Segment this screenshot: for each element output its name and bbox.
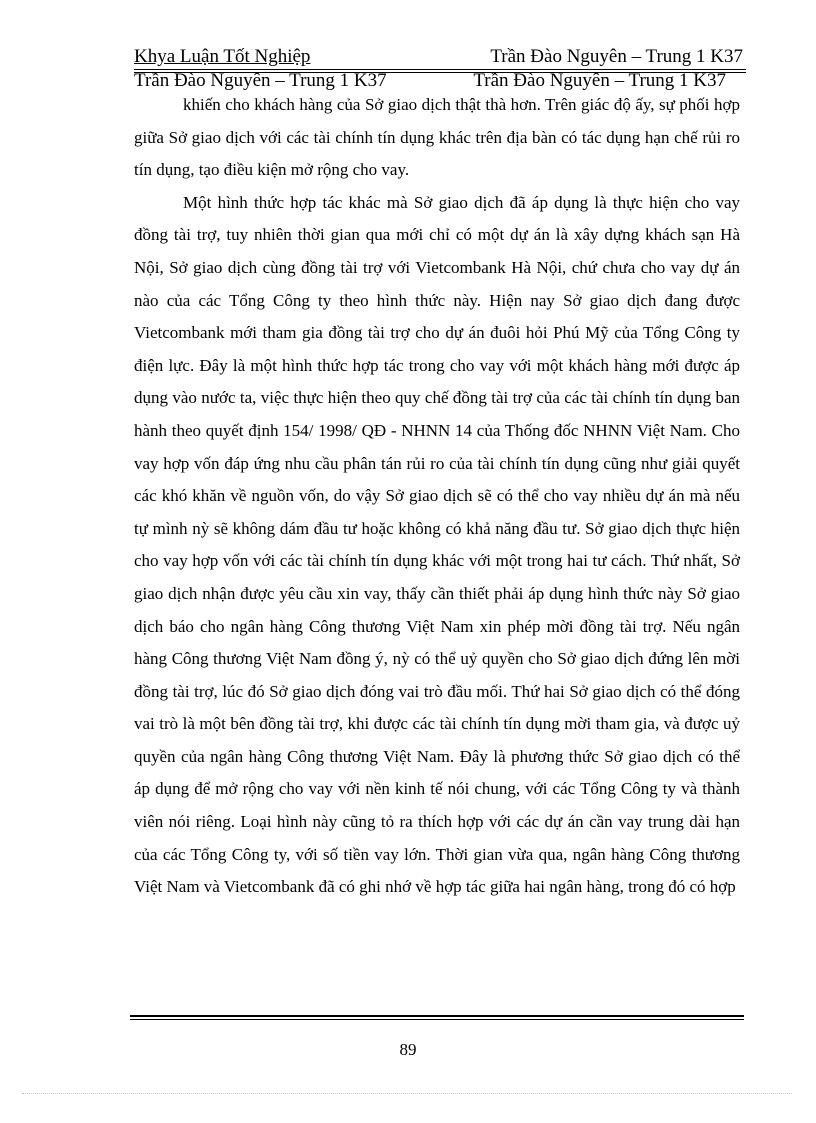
page-header [134, 46, 746, 91]
header-repeat-b: Trần Đào Nguyên – Trung 1 K37 [473, 70, 726, 91]
paragraph: Một hình thức hợp tác khác mà Sở giao dịch đã áp dụng là thực hiện cho vay đồng tài trợ, tuy nhiên thời gian qua mới chỉ có một dự án là xây dựng khách sạn Hà Nội, Sở giao dịch cùng đồng tài trợ với Vietcombank Hà Nội, chứ chưa cho vay dự án nào của các Tổng Công ty theo hình thức này. Hiện nay Sở giao dịch đang được Vietcombank mới tham gia đồng tài trợ cho dự án đuôi hỏi Phú Mỹ của Tổng Công ty điện lực. Đây là một hình thức hợp tác trong cho vay với một khách hàng mới được áp dụng vào nước ta, việc thực hiện theo quy chế đồng tài trợ của các tài chính tín dụng ban hành theo quyết định 154/ 1998/ QĐ - NHNN 14 của Thống đốc NHNN Việt Nam. Cho vay hợp vốn đáp ứng nhu cầu phân tán rủi ro của tài chính tín dụng cũng như giải quyết các khó khăn về nguồn vốn, do vậy Sở giao dịch sẽ có thể cho vay nhiều dự án mà nếu tự mình nỳ sẽ không dám đầu tư hoặc không có khả năng đầu tư. Sở giao dịch thực hiện cho vay hợp vốn với các tài chính tín dụng khác với một trong hai tư cách. Thứ nhất, Sở giao dịch nhận được yêu cầu xin vay, thấy cần thiết phải áp dụng hình thức này Sở giao dịch báo cho ngân hàng Công thương Việt Nam xin phép mời đồng tài trợ. Nếu ngân hàng Công thương Việt Nam đồng ý, nỳ có thể uỷ quyền cho Sở giao dịch đứng lên mời đồng tài trợ, lúc đó Sở giao dịch đóng vai trò đầu mối. Thứ hai Sở giao dịch có thể đóng vai trò là một bên đồng tài trợ, khi được các tài chính tín dụng mời tham gia, và được uỷ quyền của ngân hàng Công thương Việt Nam. Đây là phương thức Sở giao dịch có thể áp dụng để mở rộng cho vay với nền kinh tế nói chung, với các Tổng Công ty và thành viên nói riêng. Loại hình này cũng tỏ ra thích hợp với các dự án cần vay trung dài hạn của các Tổng Công ty, với số tiền vay lớn. Thời gian vừa qua, ngân hàng Công thương Việt Nam và Vietcombank đã có ghi nhớ về hợp tác giữa hai ngân hàng, trong đó có hợp [134, 192, 740, 897]
page-number: 89 [399, 1040, 417, 1059]
body-text [134, 89, 740, 904]
header-repeat-a: Trần Đào Nguyên – Trung 1 K37 [134, 70, 387, 91]
paragraph: khiến cho khách hàng của Sở giao dịch thật thà hơn. Trên giác độ ấy, sự phối hợp giữa Sở giao dịch với các tài chính tín dụng khác trên địa bàn có tác dụng hạn chế rủi ro tín dụng, tạo điều kiện mở rộng cho vay. [134, 95, 740, 180]
header-author: Trần Đào Nguyên – Trung 1 K37 [490, 46, 743, 67]
header-line [134, 46, 746, 68]
page-bottom-border [22, 1093, 792, 1094]
footer-rule [130, 1015, 744, 1020]
header-title: Khya Luận Tốt Nghiệp [134, 46, 311, 67]
